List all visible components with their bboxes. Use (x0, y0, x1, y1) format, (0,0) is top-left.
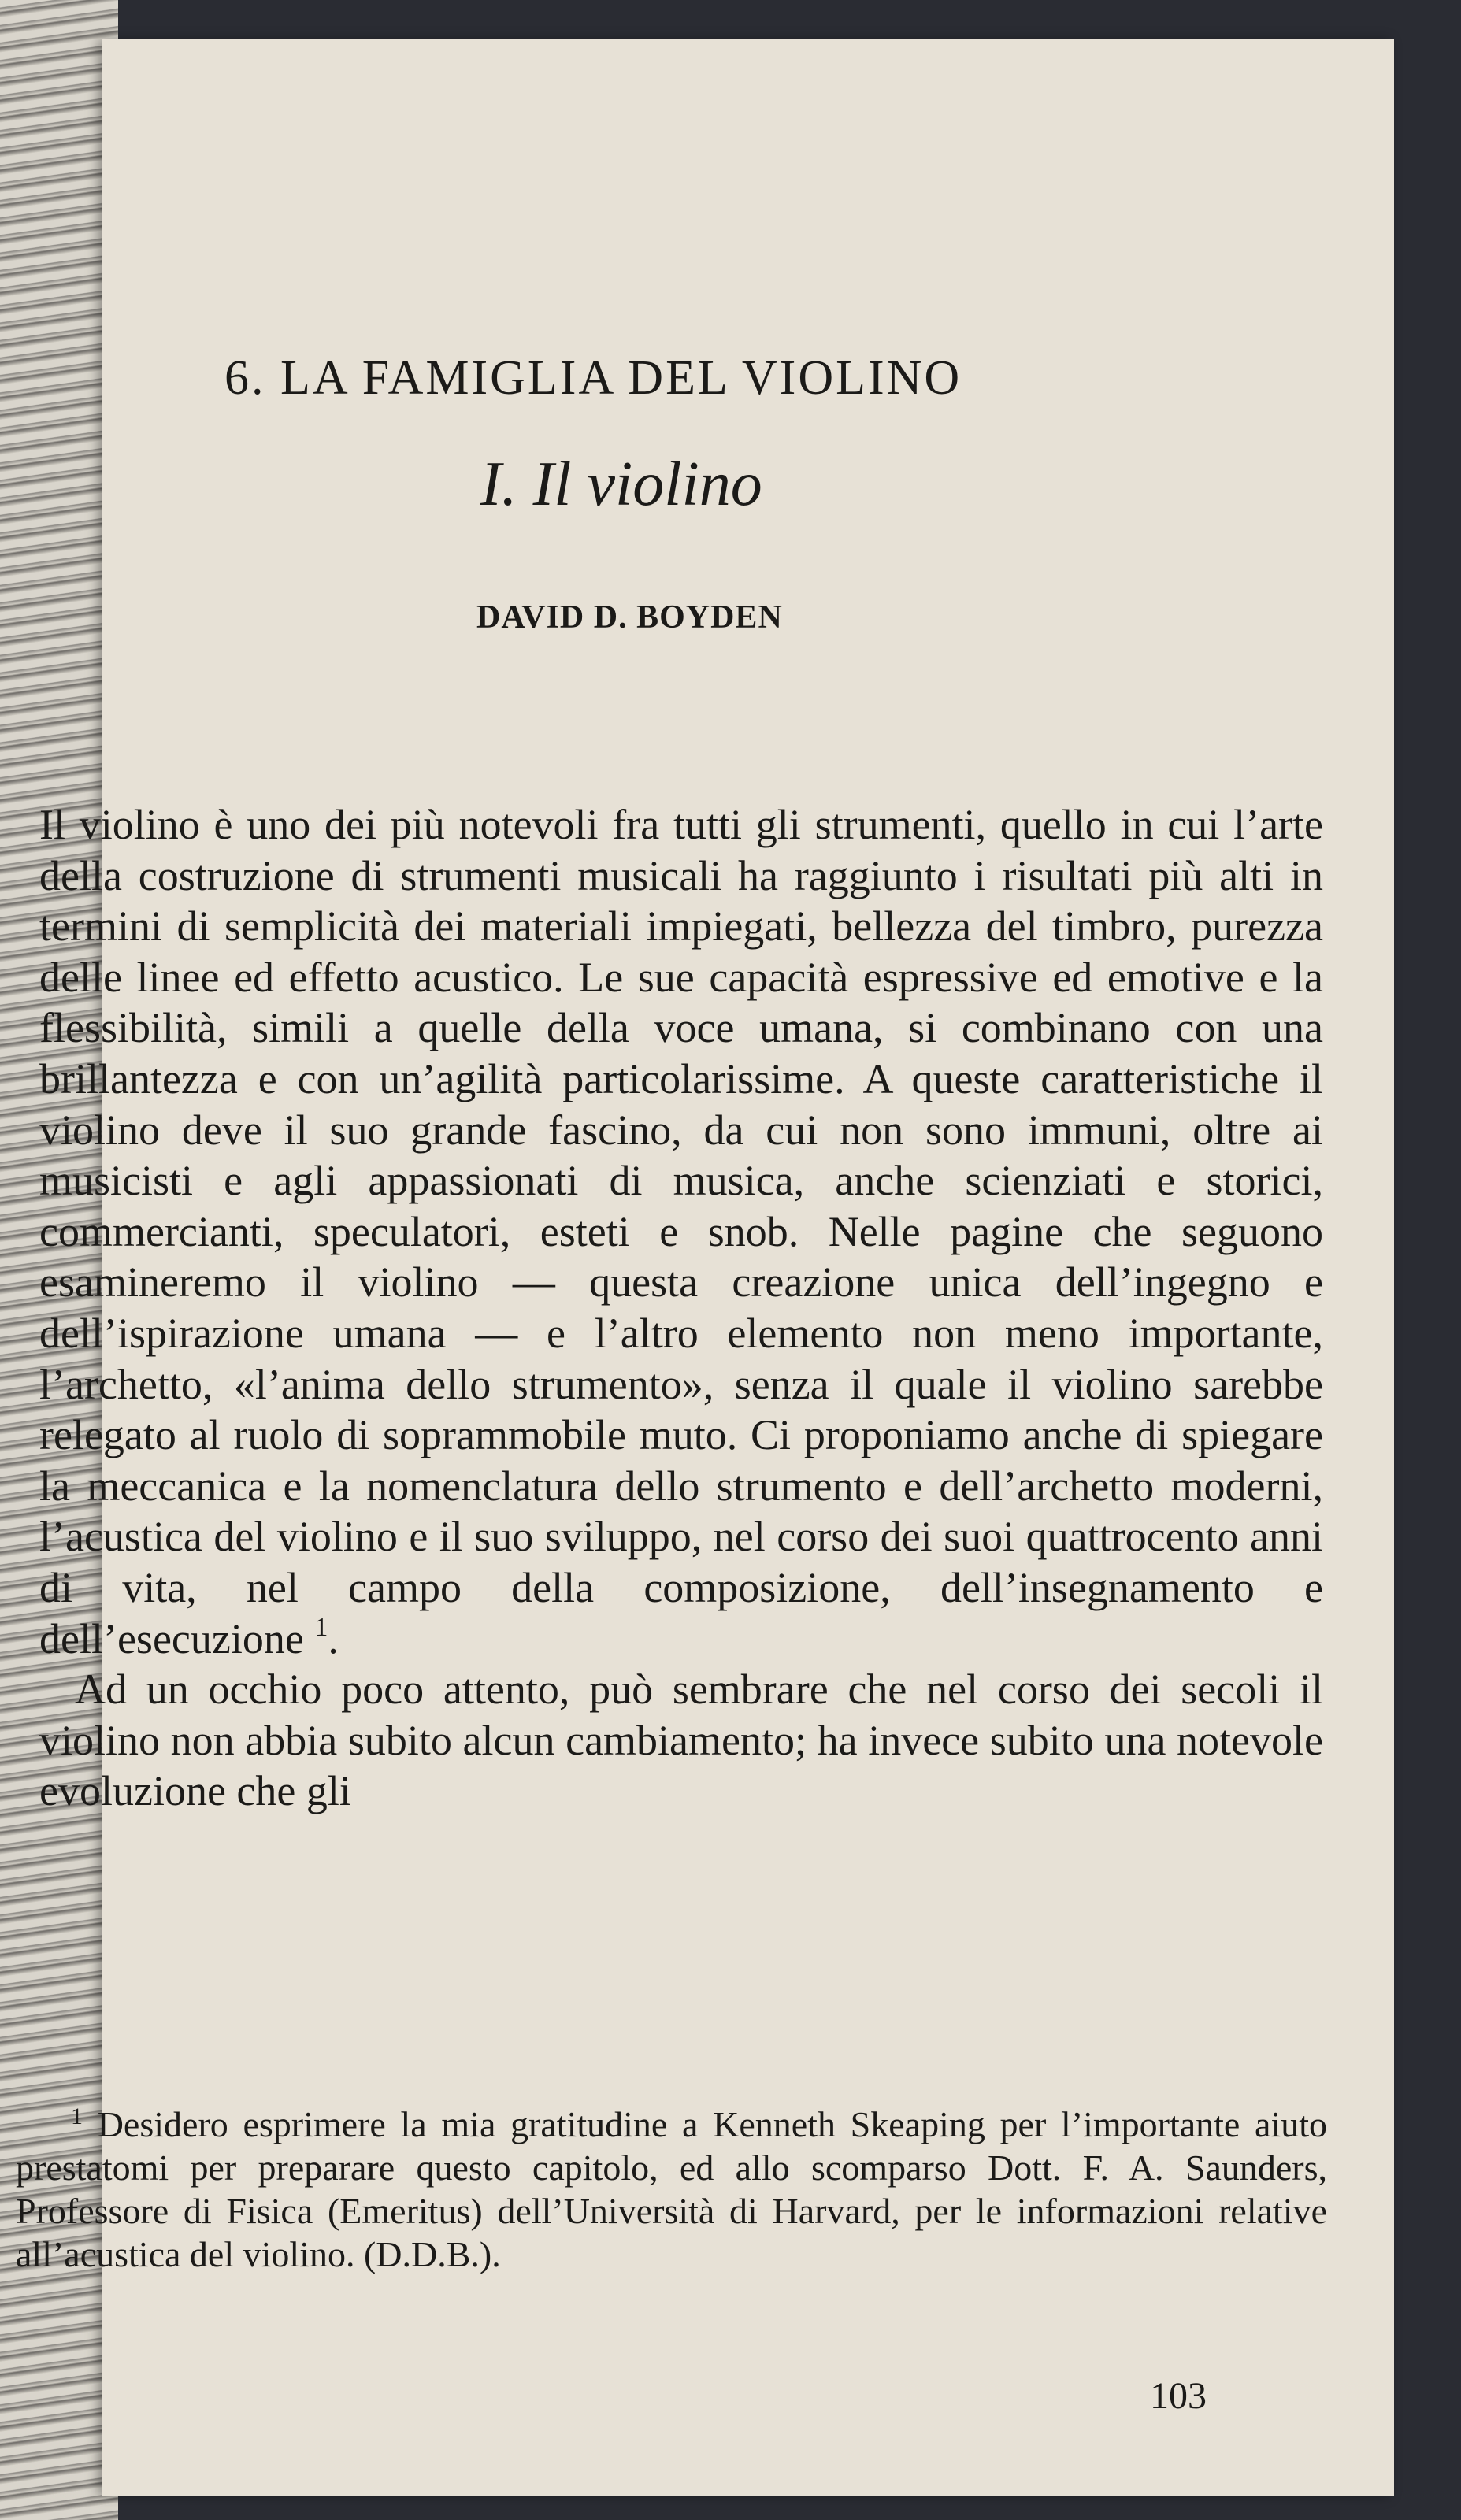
chapter-number: 6. (224, 351, 266, 405)
paragraph-text: Il violino è uno dei più notevoli fra tutti gli strumenti, quello in cui l’arte della costruzione di strumenti musicali ha raggiunto i risultati più alti in termini di semplicità dei materiali impiegati, bellezza del timbro, purezza delle linee ed effetto acustico. Le sue capacità espressive ed emotive e la flessibilità, simili a quelle della voce umana, si combinano con una brillantezza e con un’agilità particolarissime. A queste caratteristiche il violino deve il suo grande fascino, da cui non sono immuni, oltre ai musicisti e agli appassionati di musica, anche scienziati e storici, commercianti, speculatori, esteti e snob. Nelle pagine che seguono esamineremo il violino — questa creazione unica dell’ingegno e dell’ispirazione umana — e l’altro elemento non meno importante, l’archetto, «l’anima dello strumento», senza il quale il violino sarebbe relegato al ruolo di soprammobile muto. Ci proponiamo anche di spiegare la meccanica e la nomenclatura dello strumento e dell’archetto moderni, l’acustica del violino e il suo sviluppo, nel corso dei suoi quattrocento anni di vita, nel campo della composizione, dell’insegnamento e dell’esecuzione (39, 801, 1323, 1662)
body-text (39, 799, 1323, 1817)
footnote-text: Desidero esprimere la mia gratitudine a Kenneth Skeaping per l’importante aiuto prestatomi per preparare questo capitolo, ed allo scomparso Dott. F. A. Saunders, Professore di Fisica (Emeritus) dell’Università di Harvard, per le informazioni relative all’acustica del violino. (D.D.B.). (16, 2104, 1328, 2274)
chapter-title: LA FAMIGLIA DEL VIOLINO (280, 351, 962, 405)
author-name: DAVID D. BOYDEN (476, 599, 783, 636)
section-title: Il violino (532, 450, 762, 519)
page-number: 103 (1150, 2375, 1207, 2417)
footnote-reference: 1 (314, 1612, 328, 1642)
paragraph (39, 799, 1323, 1664)
book-page (16, 39, 1394, 2496)
section-heading (480, 449, 762, 521)
chapter-heading (102, 350, 1394, 406)
paragraph-end: . (328, 1614, 339, 1662)
footnote-mark: 1 (71, 2103, 83, 2129)
section-number: I. (480, 450, 517, 519)
paragraph: Ad un occhio poco attento, può sembrare che nel corso dei secoli il violino non abbia subito alcun cambiamento; ha invece subito una notevole evoluzione che gli (39, 1666, 1323, 1815)
footnote (16, 2103, 1327, 2276)
